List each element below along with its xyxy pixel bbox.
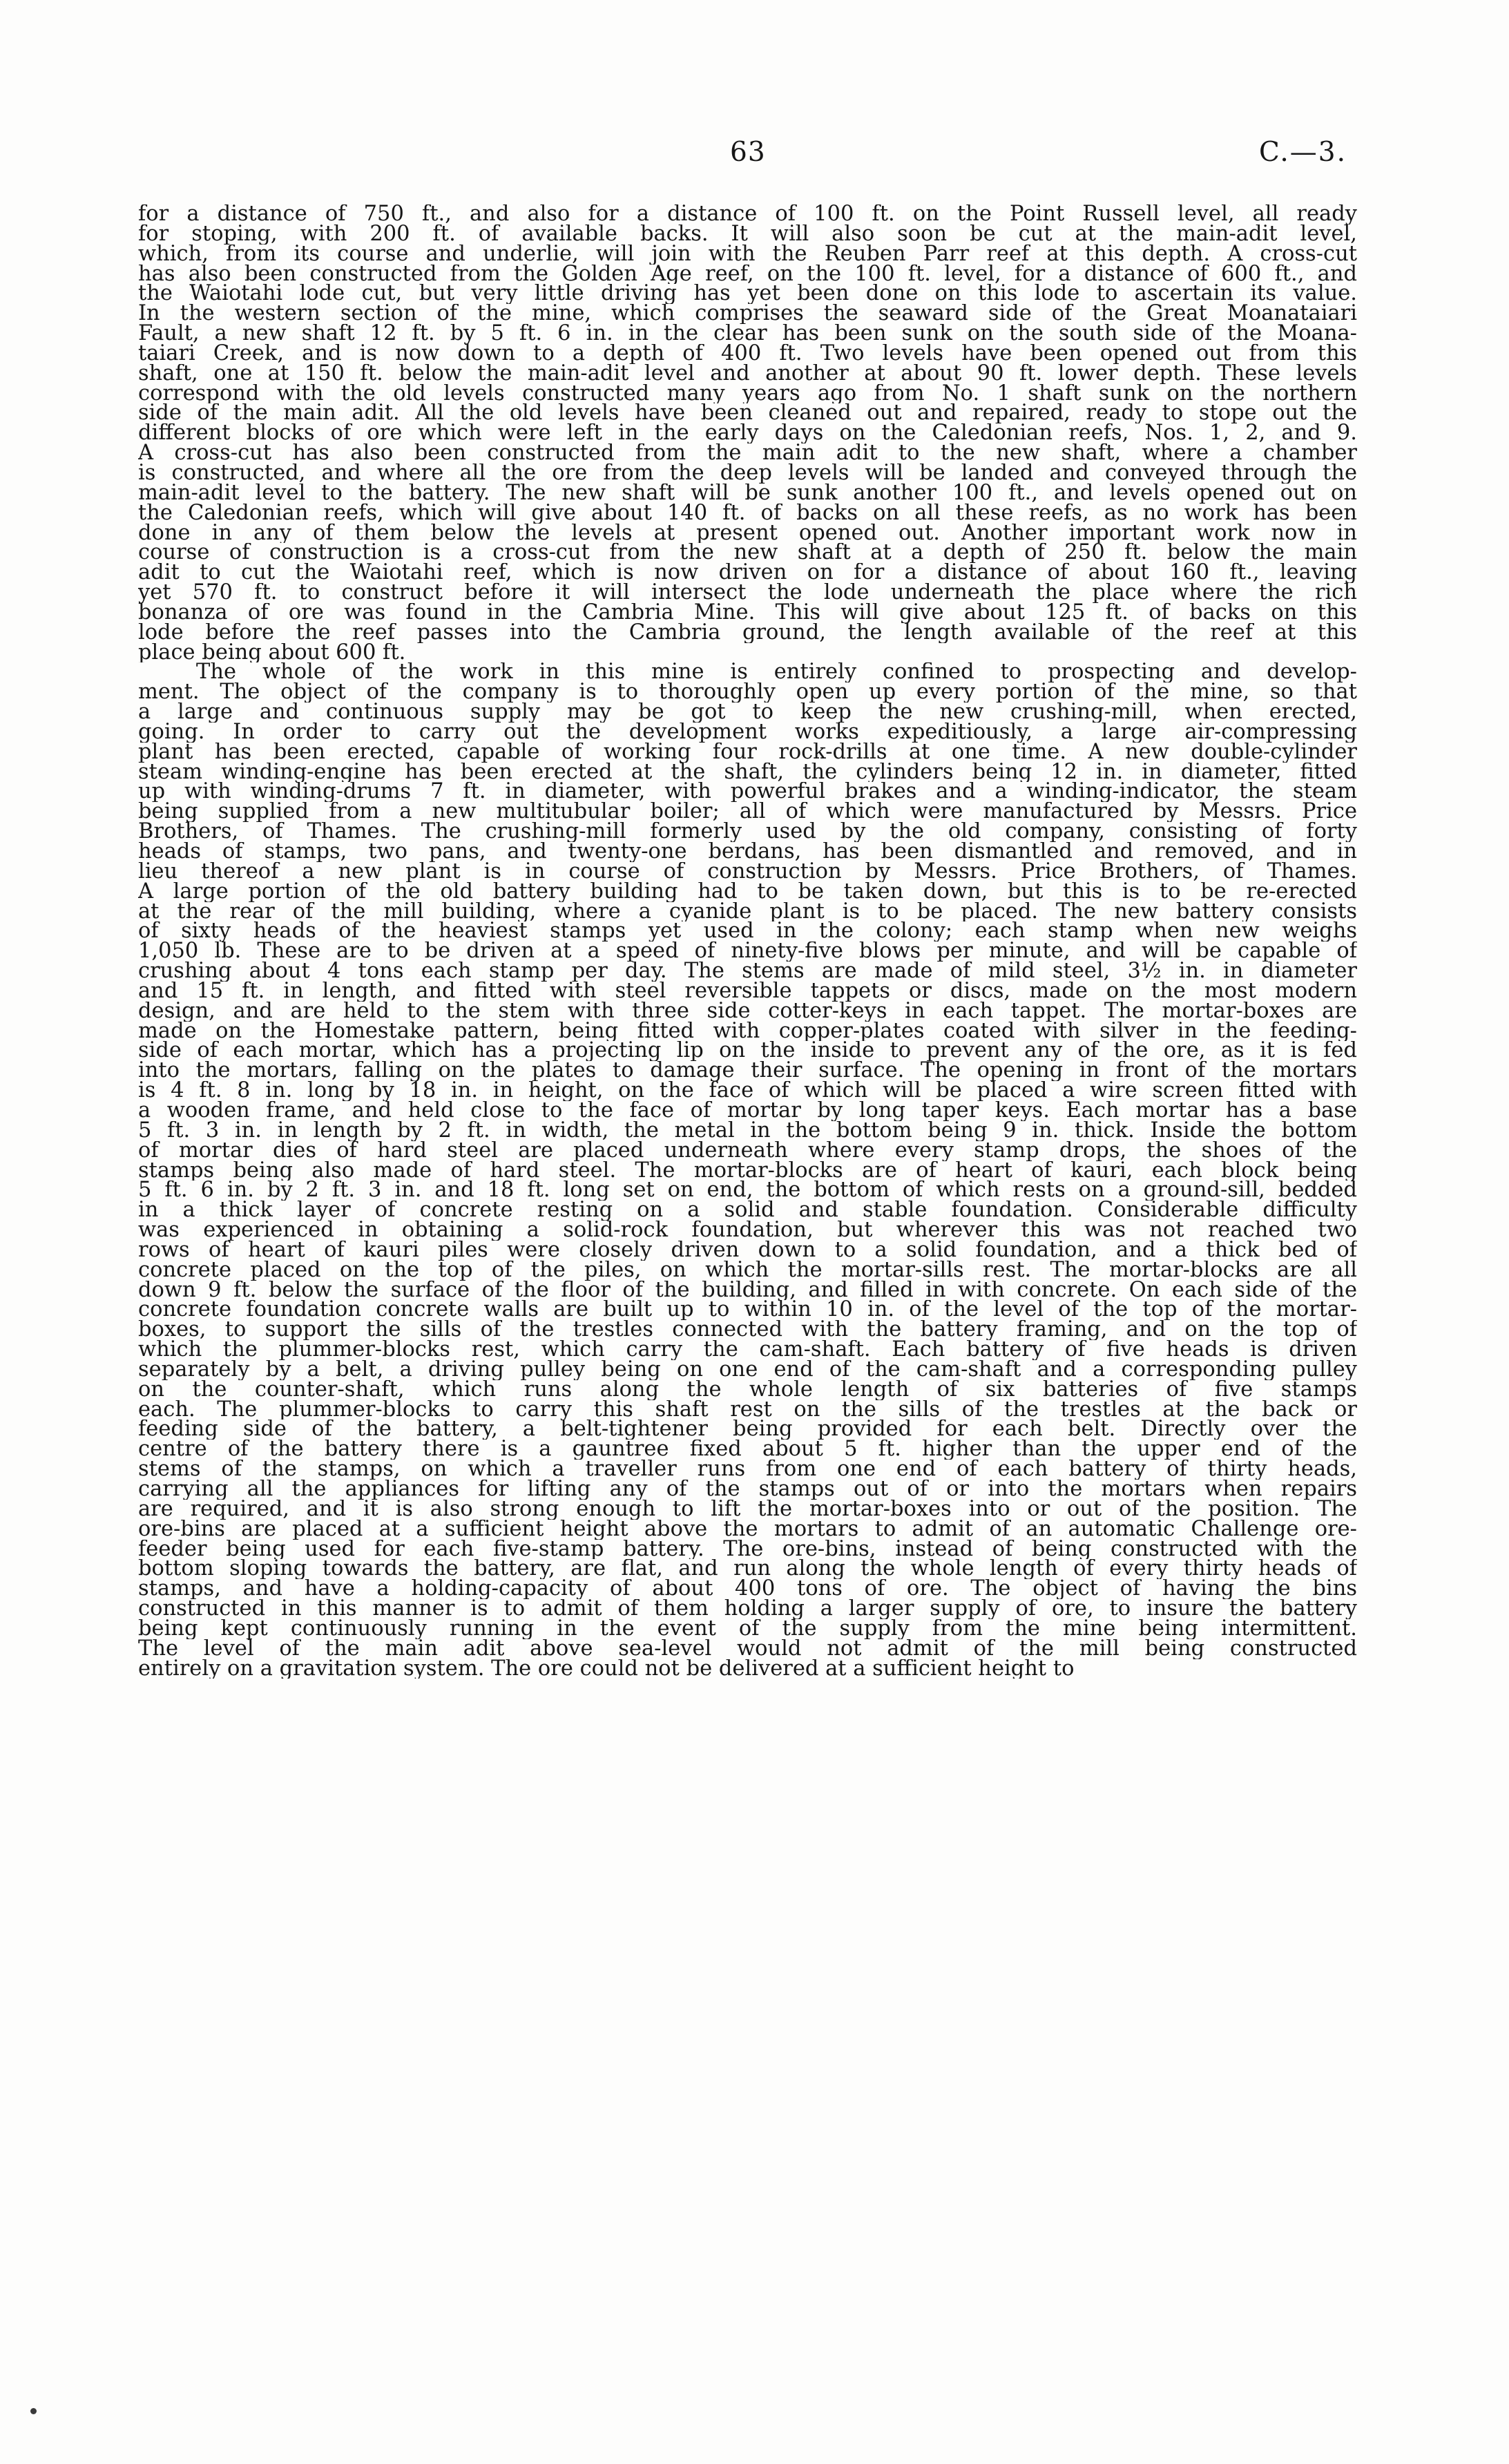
text-line: course of construction is a cross-cut from the new shaft at a depth of 250 ft. below the main: [138, 543, 1357, 564]
text-line: adit to cut the Waiotahi reef, which is now driven on for a distance of about 160 ft., leaving: [138, 563, 1357, 584]
text-line: side of the main adit. All the old levels have been cleaned out and repaired, ready to stope out the: [138, 403, 1357, 424]
text-line: being kept continuously running in the event of the supply from the mine being intermittent.: [138, 1618, 1357, 1639]
text-line: taiari Creek, and is now down to a depth of 400 ft. Two levels have been opened out from this: [138, 343, 1357, 364]
text-line: A large portion of the old battery building had to be taken down, but this is to be re-erected: [138, 881, 1357, 902]
text-line: constructed in this manner is to admit of them holding a larger supply of ore, to insure the battery: [138, 1599, 1357, 1619]
paragraph: [138, 662, 1357, 1679]
text-line: ore-bins are placed at a sufficient height above the mortars to admit of an automatic Challenge ore-: [138, 1519, 1357, 1540]
text-line: being supplied from a new multitubular boiler; all of which were manufactured by Messrs. Price: [138, 802, 1357, 823]
text-line: lieu thereof a new plant is in course of construction by Messrs. Price Brothers, of Thames.: [138, 861, 1357, 882]
text-line: a large and continuous supply may be got to keep the new crushing-mill, when erected,: [138, 703, 1357, 723]
text-line: for stoping, with 200 ft. of available backs. It will also soon be cut at the main-adit level,: [138, 224, 1357, 245]
document-reference: C.—3.: [1258, 137, 1347, 168]
text-line: done in any of them below the levels at present opened out. Another important work now in: [138, 523, 1357, 544]
text-line: entirely on a gravitation system. The ore could not be delivered at a sufficient height to: [138, 1659, 1075, 1679]
text-line: heads of stamps, two pans, and twenty-one berdans, has been dismantled and removed, and in: [138, 842, 1357, 862]
text-line: at the rear of the mill building, where a cyanide plant is to be placed. The new battery consists: [138, 901, 1357, 922]
text-line: is 4 ft. 8 in. long by 18 in. in height, on the face of which will be placed a wire screen fitted with: [138, 1081, 1357, 1101]
margin-speck: [30, 2408, 37, 2414]
text-line: The level of the main adit above sea-level would not admit of the mill being constructed: [138, 1639, 1357, 1659]
page-number: 63: [730, 137, 766, 168]
text-line: in a thick layer of concrete resting on a solid and stable foundation. Considerable difficulty: [138, 1201, 1357, 1221]
text-line: rows of heart of kauri piles were closely driven down to a solid foundation, and a thick bed of: [138, 1240, 1357, 1261]
text-line: boxes, to support the sills of the trestles connected with the battery framing, and on the top of: [138, 1320, 1357, 1341]
text-line: has also been constructed from the Golden Age reef, on the 100 ft. level, for a distance of 600 ft., and: [138, 264, 1357, 285]
text-line: down 9 ft. below the surface of the floor of the building, and filled in with concrete. On each side of the: [138, 1280, 1357, 1301]
text-line: 1,050 lb. These are to be driven at a speed of ninety-five blows per minute, and will be capable of: [138, 942, 1357, 962]
text-line: stamps, and have a holding-capacity of about 400 tons of ore. The object of having the bins: [138, 1579, 1357, 1600]
text-line: different blocks of ore which were left in the early days on the Caledonian reefs, Nos. 1, 2, and 9.: [138, 423, 1357, 444]
text-line: the Caledonian reefs, which will give about 140 ft. of backs on all these reefs, as no work has been: [138, 503, 1357, 524]
text-line: side of each mortar, which has a projecting lip on the inside to prevent any of the ore, as it is fed: [138, 1041, 1357, 1062]
text-line: was experienced in obtaining a solid-rock foundation, but wherever this was not reached two: [138, 1221, 1357, 1241]
text-line: bonanza of ore was found in the Cambria Mine. This will give about 125 ft. of backs on this: [138, 602, 1357, 623]
text-line: into the mortars, falling on the plates to damage their surface. The opening in front of the mortars: [138, 1061, 1357, 1082]
text-line: carrying all the appliances for lifting any of the stamps out of or into the mortars when repairs: [138, 1480, 1357, 1500]
text-line: made on the Homestake pattern, being fitted with copper-plates coated with silver in the feeding-: [138, 1021, 1357, 1042]
text-line: ment. The object of the company is to thoroughly open up every portion of the mine, so that: [138, 682, 1357, 703]
text-line: of mortar dies of hard steel are placed underneath where every stamp drops, the shoes of the: [138, 1140, 1357, 1161]
text-line: In the western section of the mine, which comprises the seaward side of the Great Moanataiari: [138, 304, 1357, 325]
page-header: [124, 137, 1347, 178]
text-line: shaft, one at 150 ft. below the main-adit level and another at about 90 ft. lower depth. These levels: [138, 363, 1357, 384]
text-line: for a distance of 750 ft., and also for a distance of 100 ft. on the Point Russell level, all ready: [138, 204, 1357, 225]
text-line: going. In order to carry out the development works expeditiously, a large air-compressing: [138, 722, 1357, 743]
text-line: bottom sloping towards the battery, are flat, and run along the whole length of every thirty heads of: [138, 1559, 1357, 1580]
text-line: separately by a belt, a driving pulley being on one end of the cam-shaft and a corresponding pulley: [138, 1359, 1357, 1380]
text-line: lode before the reef passes into the Cambria ground, the length available of the reef at this: [138, 622, 1357, 643]
text-line: 5 ft. 3 in. in length by 2 ft. in width, the metal in the bottom being 9 in. thick. Inside the bottom: [138, 1120, 1357, 1141]
text-line: stamps being also made of hard steel. The mortar-blocks are of heart of kauri, each block being: [138, 1161, 1357, 1181]
text-line: main-adit level to the battery. The new shaft will be sunk another 100 ft., and levels opened out on: [138, 483, 1357, 504]
text-line: A cross-cut has also been constructed from the main adit to the new shaft, where a chamber: [138, 443, 1357, 464]
text-line: the Waiotahi lode cut, but very little driving has yet been done on this lode to ascertain its value.: [138, 284, 1357, 305]
text-line: feeder being used for each five-stamp battery. The ore-bins, instead of being constructed with the: [138, 1539, 1357, 1560]
text-line: Brothers, of Thames. The crushing-mill formerly used by the old company, consisting of forty: [138, 822, 1357, 842]
text-line: which the plummer-blocks rest, which carry the cam-shaft. Each battery of five heads is driven: [138, 1340, 1357, 1360]
text-line: The whole of the work in this mine is entirely confined to prospecting and develop-: [196, 662, 1357, 683]
text-line: is constructed, and where all the ore from the deep levels will be landed and conveyed through the: [138, 463, 1357, 484]
text-line: design, and are held to the stem with three side cotter-keys in each tappet. The mortar-boxes are: [138, 1001, 1357, 1022]
text-line: steam winding-engine has been erected at the shaft, the cylinders being 12 in. in diameter, fitted: [138, 762, 1357, 783]
text-line: up with winding-drums 7 ft. in diameter, with powerful brakes and a winding-indicator, the steam: [138, 782, 1357, 803]
text-line: crushing about 4 tons each stamp per day. The stems are made of mild steel, 3½ in. in diameter: [138, 962, 1357, 982]
text-line: yet 570 ft. to construct before it will intersect the lode underneath the place where the rich: [138, 583, 1357, 603]
text-line: Fault, a new shaft 12 ft. by 5 ft. 6 in. in the clear has been sunk on the south side of the Moana-: [138, 324, 1357, 344]
text-line: a wooden frame, and held close to the face of mortar by long taper keys. Each mortar has a base: [138, 1100, 1357, 1121]
text-line: feeding side of the battery, a belt-tightener being provided for each belt. Directly over the: [138, 1420, 1357, 1440]
body-text: [138, 204, 1357, 1679]
text-line: on the counter-shaft, which runs along the whole length of six batteries of five stamps: [138, 1379, 1357, 1400]
text-line: and 15 ft. in length, and fitted with steel reversible tappets or discs, made on the most modern: [138, 981, 1357, 1002]
text-line: 5 ft. 6 in. by 2 ft. 3 in. and 18 ft. long set on end, the bottom of which rests on a ground-sill, bedded: [138, 1181, 1357, 1201]
text-line: which, from its course and underlie, will join with the Reuben Parr reef at this depth. A cross-cut: [138, 244, 1357, 265]
text-line: each. The plummer-blocks to carry this shaft rest on the sills of the trestles at the back or: [138, 1400, 1357, 1420]
text-line: of sixty heads of the heaviest stamps yet used in the colony; each stamp when new weighs: [138, 921, 1357, 942]
paragraph: [138, 204, 1357, 662]
text-line: correspond with the old levels constructed many years ago from No. 1 shaft sunk on the northern: [138, 383, 1357, 404]
text-line: concrete placed on the top of the piles, on which the mortar-sills rest. The mortar-blocks are all: [138, 1260, 1357, 1281]
text-line: are required, and it is also strong enough to lift the mortar-boxes into or out of the position. The: [138, 1499, 1357, 1520]
text-line: plant has been erected, capable of working four rock-drills at one time. A new double-cylinder: [138, 742, 1357, 763]
text-line: concrete foundation concrete walls are built up to within 10 in. of the level of the top of the mortar-: [138, 1300, 1357, 1321]
text-line: place being about 600 ft.: [138, 642, 406, 663]
text-line: centre of the battery there is a gauntree fixed about 5 ft. higher than the upper end of the: [138, 1440, 1357, 1460]
text-line: stems of the stamps, on which a traveller runs from one end of each battery of thirty heads,: [138, 1460, 1357, 1480]
